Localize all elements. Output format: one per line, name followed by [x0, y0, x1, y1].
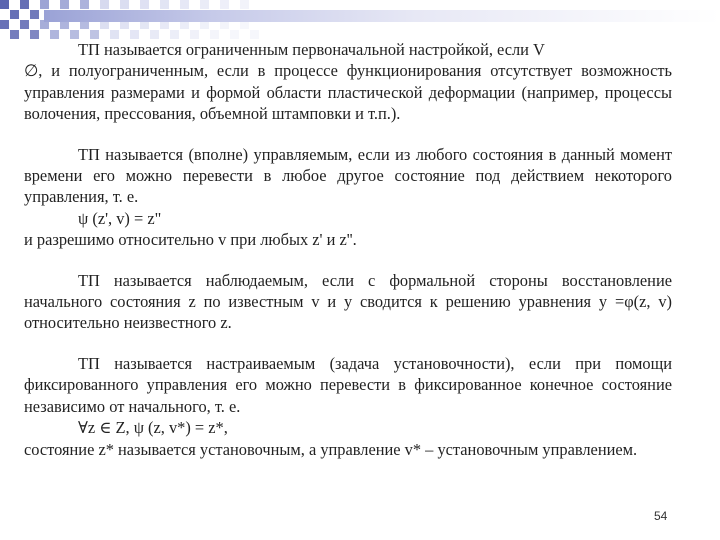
formula-controllable: ψ (z', v) = z": [78, 208, 162, 228]
checker-square: [30, 10, 39, 19]
checker-square: [120, 0, 129, 9]
checker-square: [0, 0, 9, 9]
checker-square: [0, 20, 9, 29]
paragraph-limited-line2: ∅, и полуограниченным, если в процессе функционирования отсутствует возможность управления размерами и формой области пластической деформации (например, процессы волочения, прессования, объемной штамповки и т.п.).: [24, 61, 672, 124]
checker-square: [80, 0, 89, 9]
checker-square: [160, 0, 169, 9]
paragraph-controllable-after: и разрешимо относительно v при любых z' и z''.: [24, 230, 357, 250]
spacer: [24, 334, 672, 353]
checker-square: [140, 0, 149, 9]
checker-square: [190, 30, 199, 39]
checker-square: [90, 30, 99, 39]
paragraph-controllable: ТП называется (вполне) управляемым, если из любого состояния в данный момент времени его можно перевести в любое другое состояние под действием некоторого управления, т. е.: [24, 144, 672, 207]
checker-square: [70, 30, 79, 39]
checker-square: [50, 30, 59, 39]
paragraph-observable: ТП называется наблюдаемым, если с формальной стороны восстановление начального состояния z по известным v и y сводится к решению уравнения y =φ(z, v) относительно неизвестного z.: [24, 270, 672, 333]
formula-tunable: ∀z ∈ Z, ψ (z, v*) = z*,: [78, 418, 228, 438]
checker-square: [240, 0, 249, 9]
checker-square: [150, 30, 159, 39]
paragraph-tunable-after: состояние z* называется установочным, а управление v* – установочным управлением.: [24, 439, 638, 459]
checker-square: [250, 30, 259, 39]
checker-square: [110, 30, 119, 39]
checker-square: [40, 0, 49, 9]
checker-square: [60, 0, 69, 9]
checker-square: [210, 30, 219, 39]
checker-square: [20, 0, 29, 9]
slide-body: [24, 39, 672, 460]
checker-square: [170, 30, 179, 39]
paragraph-limited-line1: ТП называется ограниченным первоначальной настройкой, если V: [78, 40, 545, 59]
checker-square: [200, 0, 209, 9]
checker-square: [130, 30, 139, 39]
paragraph-tunable: ТП называется настраиваемым (задача установочности), если при помощи фиксированного управления его можно перевести в фиксированное конечное состояние независимо от начального, т. е.: [24, 353, 672, 416]
spacer: [24, 251, 672, 270]
spacer: [24, 125, 672, 144]
paragraph-limited: [24, 39, 672, 125]
checker-square: [20, 20, 29, 29]
checker-square: [180, 0, 189, 9]
checker-square: [10, 10, 19, 19]
page-number: 54: [654, 509, 668, 523]
checker-square: [100, 0, 109, 9]
checker-square: [220, 0, 229, 9]
checker-square: [30, 30, 39, 39]
checker-square: [230, 30, 239, 39]
header-gradient-bar: [44, 10, 720, 22]
checker-square: [10, 30, 19, 39]
